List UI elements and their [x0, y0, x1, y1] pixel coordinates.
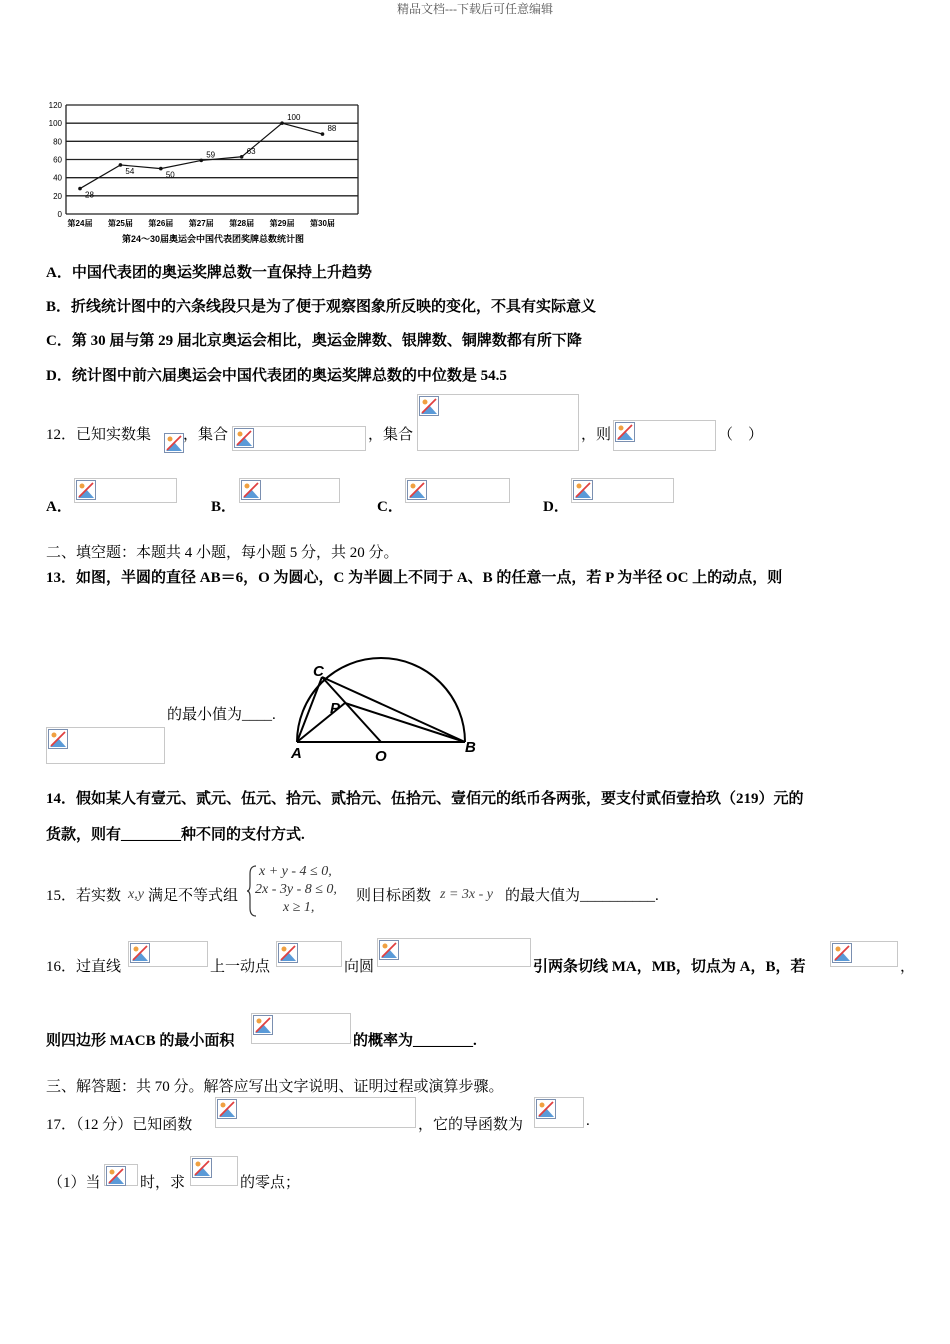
x-tick-label: 第30届 [310, 219, 335, 228]
point-b-label: B [465, 739, 476, 756]
q15-objective-function: z = 3x - y [440, 887, 493, 902]
y-tick-label: 20 [53, 191, 62, 201]
image-placeholder-icon [419, 396, 439, 416]
x-tick-label: 第29届 [269, 219, 295, 228]
semicircle-diagram [285, 645, 485, 765]
q17-text-2: ，它的导函数为 [418, 1117, 524, 1133]
data-label: 100 [287, 113, 301, 123]
q11-option-a: A．中国代表团的奥运奖牌总数一直保持上升趋势 [46, 265, 372, 281]
data-point [240, 155, 244, 159]
q12-option-d-label: D． [543, 499, 569, 515]
section-3-heading: 三、解答题：共 70 分。解答应写出文字说明、证明过程或演算步骤。 [46, 1079, 504, 1095]
q12-option-b-formula [239, 478, 340, 503]
q12-formula-expression [613, 420, 716, 451]
image-placeholder-icon [278, 943, 298, 963]
q12-text-1: 12．已知实数集 [46, 427, 152, 443]
q13-stem: 13．如图，半圆的直径 AB＝6，O 为圆心，C 为半圆上不同于 A、B 的任意一点，若 P 为半径 OC 上的动点，则 [46, 570, 783, 586]
q17-part1-function [190, 1156, 238, 1186]
image-placeholder-icon [234, 428, 254, 448]
y-tick-label: 120 [48, 101, 62, 110]
image-placeholder-icon [253, 1015, 273, 1035]
x-tick-label: 第25届 [107, 219, 133, 228]
q12-text-2: ，集合 [183, 427, 229, 443]
q12-option-a-formula [74, 478, 177, 503]
image-placeholder-icon [48, 729, 68, 749]
image-placeholder-icon [106, 1166, 126, 1186]
y-tick-label: 80 [53, 137, 62, 147]
image-placeholder-icon [130, 943, 150, 963]
q16-text-7: 的概率为________. [353, 1033, 477, 1049]
data-label: 50 [165, 170, 175, 180]
q16-text-2: 上一动点 [210, 959, 271, 975]
q14-line-1: 14．假如某人有壹元、贰元、伍元、拾元、贰拾元、伍拾元、壹佰元的纸币各两张，要支付贰佰壹拾玖（219）元的 [46, 791, 804, 807]
q15-text-1: 15．若实数 [46, 888, 122, 904]
image-placeholder-icon [76, 480, 96, 500]
x-tick-label: 第26届 [148, 219, 174, 228]
data-label: 28 [85, 190, 94, 200]
q15-text-3: 则目标函数 [356, 888, 432, 904]
q13-tail: 的最小值为____. [167, 707, 276, 723]
data-point [78, 187, 82, 191]
image-placeholder-icon [379, 940, 399, 960]
section-2-heading: 二、填空题：本题共 4 小题，每小题 5 分，共 20 分。 [46, 545, 399, 561]
data-label: 88 [327, 124, 337, 134]
q16-formula-area [251, 1013, 351, 1044]
data-point [199, 159, 203, 163]
series-line [80, 123, 322, 188]
q12-option-a-label: A． [46, 499, 72, 515]
q16-formula-circle [377, 938, 531, 967]
q12-formula-set-a [232, 426, 366, 451]
image-placeholder-icon [573, 480, 593, 500]
q17-part1-a: （1）当 [48, 1175, 101, 1191]
q12-answer-bracket: （ ） [718, 427, 764, 443]
image-placeholder-icon [536, 1099, 556, 1119]
chart-caption: 第24～30届奥运会中国代表团奖牌总数统计图 [121, 234, 305, 244]
image-placeholder-icon [217, 1099, 237, 1119]
q17-part1-b: 时，求 [140, 1175, 186, 1191]
data-point [119, 163, 123, 167]
q16-text-6: 则四边形 MACB 的最小面积 [46, 1033, 235, 1049]
q15-variables: x,y [128, 887, 144, 902]
q11-option-b: B．折线统计图中的六条线段只是为了便于观察图象所反映的变化，不具有实际意义 [46, 299, 597, 315]
q16-text-4: 引两条切线 MA，MB，切点为 A，B，若 [533, 959, 806, 975]
image-placeholder-icon [164, 433, 184, 453]
q13-formula [46, 727, 165, 764]
q12-text-3: ，集合 [368, 427, 414, 443]
x-tick-label: 第27届 [188, 219, 214, 228]
image-placeholder-icon [407, 480, 427, 500]
q15-text-4: 的最大值为__________. [505, 888, 659, 904]
page-header-watermark: 精品文档---下载后可任意编辑 [397, 2, 553, 16]
q17-text-1: 17．（12 分）已知函数 [46, 1117, 193, 1133]
q17-part1-c: 的零点； [240, 1175, 301, 1191]
y-tick-label: 0 [57, 210, 62, 219]
q15-constraint-2: 2x - 3y - 8 ≤ 0, [255, 882, 337, 897]
x-tick-label: 第24届 [67, 219, 93, 228]
y-tick-label: 60 [53, 155, 62, 165]
q16-formula-condition [830, 941, 898, 967]
q12-option-d-formula [571, 478, 674, 503]
q17-text-3: . [586, 1113, 590, 1129]
q15-constraint-1: x + y - 4 ≤ 0, [259, 864, 332, 879]
x-tick-label: 第28届 [229, 219, 255, 228]
q15-constraint-3: x ≥ 1, [283, 900, 315, 915]
q16-text-3: 向圆 [344, 959, 375, 975]
point-c-label: C [313, 663, 324, 680]
q12-text-4: ，则 [581, 427, 612, 443]
data-point [280, 121, 284, 125]
image-placeholder-icon [241, 480, 261, 500]
data-label: 59 [206, 150, 216, 160]
q16-formula-line [128, 941, 208, 967]
q11-option-c: C．第 30 届与第 29 届北京奥运会相比，奥运金牌数、银牌数、铜牌数都有所下降 [46, 333, 582, 349]
image-placeholder-icon [832, 943, 852, 963]
q17-formula-derivative [534, 1097, 584, 1128]
q12-formula-set-b [417, 394, 579, 451]
q12-formula-set-r [163, 432, 183, 452]
data-point [321, 132, 325, 136]
point-o-label: O [375, 748, 387, 765]
data-label: 63 [246, 146, 256, 156]
q12-option-c-label: C． [377, 499, 403, 515]
q15-text-2: 满足不等式组 [148, 888, 239, 904]
data-label: 54 [125, 166, 135, 176]
q17-part1-condition [104, 1164, 138, 1186]
point-a-label: A [291, 745, 302, 762]
q11-option-d: D．统计图中前六届奥运会中国代表团的奥运奖牌总数的中位数是 54.5 [46, 368, 507, 384]
q17-formula-function [215, 1097, 416, 1128]
image-placeholder-icon [615, 422, 635, 442]
data-point [159, 167, 163, 171]
q16-text-1: 16．过直线 [46, 959, 122, 975]
y-tick-label: 40 [53, 173, 62, 183]
q16-formula-point [276, 941, 342, 967]
image-placeholder-icon [192, 1158, 212, 1178]
y-tick-label: 100 [48, 119, 62, 129]
q14-line-2: 货款，则有________种不同的支付方式. [46, 827, 305, 843]
medal-line-chart [38, 96, 368, 246]
q12-option-b-label: B． [211, 499, 237, 515]
q16-text-5: ， [900, 959, 916, 975]
point-p-label: P [330, 700, 341, 717]
q12-option-c-formula [405, 478, 510, 503]
